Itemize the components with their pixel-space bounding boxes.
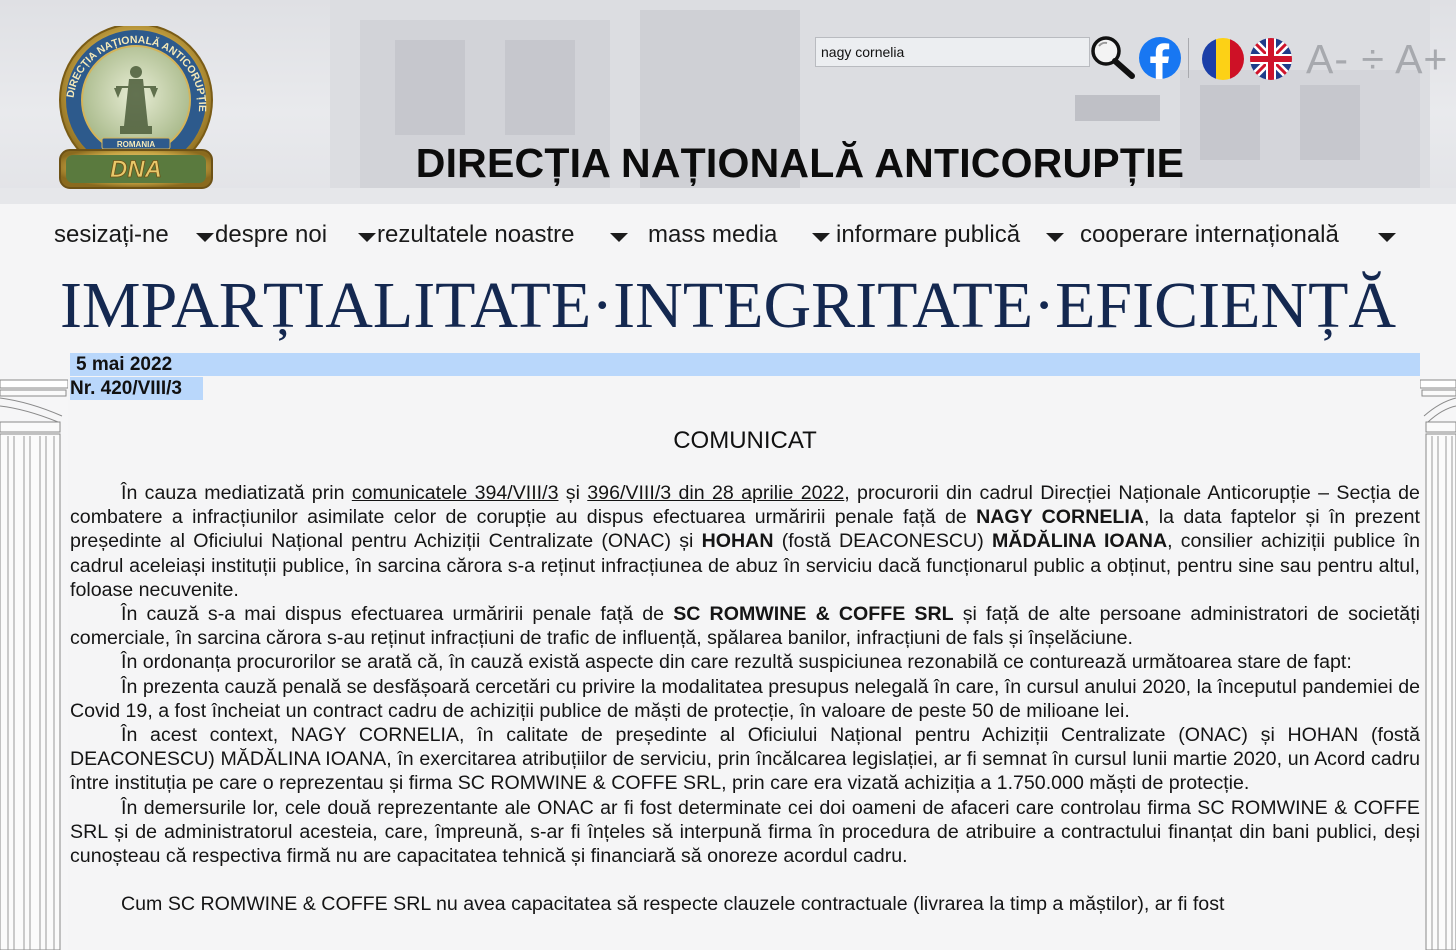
- paragraph: În acest context, NAGY CORNELIA, în calitate de președinte al Oficiului Național pentru Achiziții Centralizate (ONAC) și HOHAN (fostă DEACONESCU) MĂDĂLINA IOANA, în exercitarea atribuțiilor de serviciu, prin încălcarea legislației, ar fi semnat în cursul lunii martie 2020, un Acord cadru între instituția pe care o reprezentau și firma SC ROMWINE & COFFE SRL, prin care era vizată achiziția a 1.750.000 măști de protecție.: [70, 724, 1420, 795]
- press-release-number: Nr. 420/VIII/3: [70, 377, 203, 400]
- paragraph: În cauză s-a mai dispus efectuarea urmăririi penale față de SC ROMWINE & COFFE SRL și față de alte persoane administratori de societăți comerciale, în sarcina cărora s-au reținut infracțiuni de trafic de influență, spălarea banilor, infracțiuni de fals și înșelăciune.: [70, 603, 1420, 650]
- chevron-down-icon[interactable]: [196, 233, 214, 242]
- romanian-flag-icon[interactable]: [1201, 37, 1245, 81]
- nav-item-rezultatele-noastre[interactable]: rezultatele noastre: [377, 221, 575, 248]
- chevron-down-icon[interactable]: [358, 233, 376, 242]
- font-size-controls: [1306, 36, 1448, 83]
- font-decrease-button[interactable]: A-: [1306, 36, 1349, 82]
- nav-item-mass-media[interactable]: mass media: [648, 221, 778, 248]
- paragraph: În demersurile lor, cele două reprezentante ale ONAC ar fi fost determinate cei doi oameni de afaceri care controlau firma SC ROMWINE & COFFE SRL și de administratorul acesteia, care, împreună, s-ar fi înțeles să interpună firma în procedura de atribuire a contractului finanțat din bani publici, deși cunoșteau că respectiva firmă nu are capacitatea tehnică și financiară să onoreze acordul cadru.: [70, 796, 1420, 868]
- chevron-down-icon[interactable]: [610, 233, 628, 242]
- chevron-down-icon[interactable]: [1378, 233, 1396, 242]
- nav-item-cooperare-internationala[interactable]: cooperare internațională: [1080, 221, 1339, 248]
- decorative-column-right: [1420, 378, 1456, 950]
- header: [0, 0, 1456, 204]
- paragraph: Cum SC ROMWINE & COFFE SRL nu avea capacitatea să respecte clauzele contractuale (livrarea la timp a măștilor), ar fi fost: [121, 893, 1225, 916]
- paragraph: În ordonanța procurorilor se arată că, în cauză există aspecte din care rezultă suspiciunea rezonabilă ce conturează următoarea stare de fapt:: [121, 651, 1352, 674]
- toolbar-separator: [1188, 38, 1189, 78]
- search-icon[interactable]: [1088, 34, 1136, 80]
- font-size-separator: ÷: [1361, 36, 1385, 82]
- paragraph: În prezenta cauză penală se desfășoară cercetări cu privire la modalitatea presupus nelegală în care, în cursul anului 2020, la începutul pandemiei de Covid 19, a fost încheiat un contract cadru de achiziții publice de măști de protecție, în valoare de peste 50 de milioane lei.: [70, 675, 1420, 722]
- motto-banner: IMPARȚIALITATE·INTEGRITATE·EFICIENȚĂ: [59, 269, 1397, 342]
- header-background-window: [395, 40, 465, 135]
- uk-flag-icon[interactable]: [1249, 37, 1293, 81]
- link-comunicatele-394[interactable]: comunicatele 394/VIII/3: [351, 482, 559, 504]
- logo-ring-text: DIRECȚIA NAȚIONALĂ ANTICORUPȚIE: [64, 33, 209, 113]
- main-navigation: [0, 216, 1456, 260]
- link-396-viii-3[interactable]: 396/VIII/3 din 28 aprilie 2022: [587, 482, 845, 504]
- logo-country-text: ROMANIA: [116, 140, 156, 149]
- nav-item-informare-publica[interactable]: informare publică: [836, 221, 1021, 248]
- logo-abbr-text: DNA: [110, 156, 162, 183]
- dna-logo[interactable]: [56, 26, 216, 190]
- nav-item-despre-noi[interactable]: despre noi: [215, 221, 328, 248]
- chevron-down-icon[interactable]: [812, 233, 830, 242]
- facebook-icon[interactable]: [1137, 35, 1183, 81]
- press-release-date: 5 mai 2022: [70, 353, 1420, 376]
- article-body: [70, 481, 1420, 916]
- header-background-window: [1300, 85, 1360, 160]
- paragraph: În cauza mediatizată prin comunicatele 394/VIII/3 și 396/VIII/3 din 28 aprilie 2022, procurorii din cadrul Direcției Naționale Anticorupție – Secția de combatere a infracțiunilor asimilate celor de corupție au dispus efectuarea urmăririi penale față de NAGY CORNELIA, la data faptelor și în prezent președinte al Oficiului Național pentru Achiziții Centralizate (ONAC) și HOHAN (fostă DEACONESCU) MĂDĂLINA IOANA, consilier achiziții publice în cadrul aceleiași instituții publice, în sarcina cărora s-a reținut infracțiunea de abuz în serviciu dacă funcționarul public a obținut, pentru sine sau pentru altul, foloase necuvenite.: [70, 482, 1420, 601]
- nav-item-sesizati-ne[interactable]: sesizați-ne: [54, 221, 169, 248]
- header-background-sign: [1075, 95, 1160, 121]
- header-bottom-strip: [0, 188, 1456, 204]
- site-title: DIRECȚIA NAȚIONALĂ ANTICORUPȚIE: [415, 140, 1185, 186]
- search-input[interactable]: [815, 37, 1090, 67]
- header-background-window: [505, 40, 575, 135]
- font-increase-button[interactable]: A+: [1395, 36, 1449, 82]
- chevron-down-icon[interactable]: [1046, 233, 1064, 242]
- decorative-column-left: [0, 378, 68, 950]
- article-heading: COMUNICAT: [673, 427, 817, 454]
